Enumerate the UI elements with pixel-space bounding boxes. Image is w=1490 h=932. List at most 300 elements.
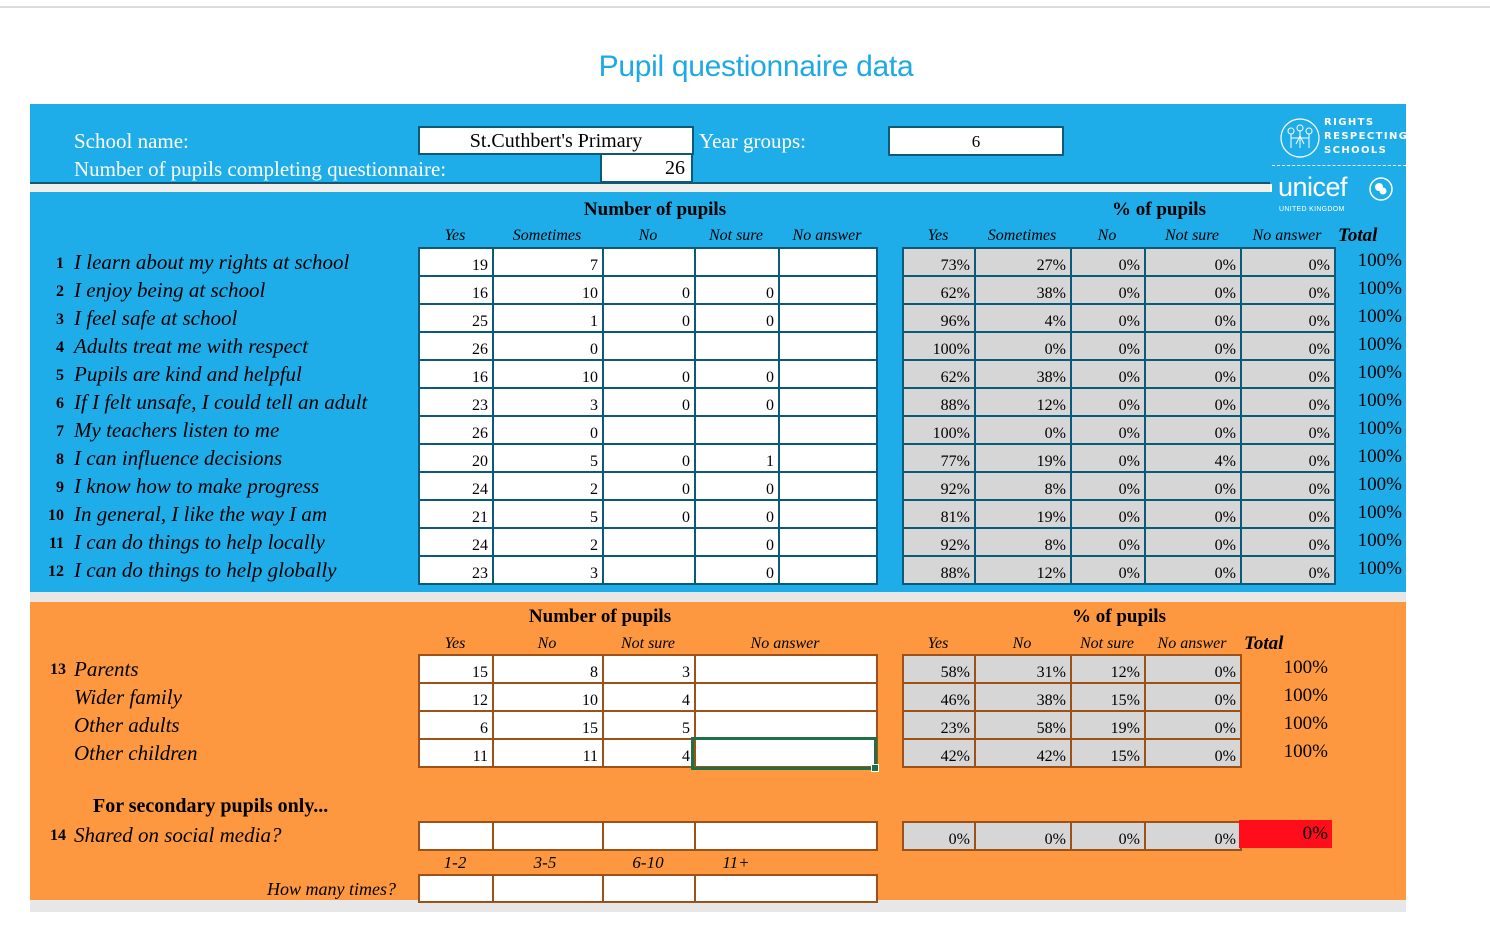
total-cell: 100% — [1283, 713, 1328, 734]
count-cell[interactable]: 0 — [695, 276, 779, 304]
question-number: 1 — [56, 255, 64, 272]
count-cell[interactable]: 20 — [419, 444, 493, 472]
percent-cell[interactable]: 0% — [1145, 655, 1241, 683]
question-text: I can do things to help globally — [74, 558, 337, 582]
count-cell[interactable] — [779, 444, 877, 472]
count-cell[interactable]: 10 — [493, 683, 603, 711]
question-text: I learn about my rights at school — [74, 250, 350, 274]
count-cell[interactable] — [779, 388, 877, 416]
s2-percent-table — [902, 654, 1242, 768]
percent-cell[interactable]: 38% — [975, 276, 1071, 304]
percent-cell[interactable]: 0% — [1145, 528, 1241, 556]
count-cell[interactable]: 10 — [493, 276, 603, 304]
count-cell[interactable] — [603, 332, 695, 360]
percent-cell[interactable]: 0% — [1071, 304, 1145, 332]
table-row — [419, 332, 877, 360]
count-cell[interactable]: 4 — [603, 739, 695, 767]
count-cell[interactable]: 11 — [419, 739, 493, 767]
percent-cell[interactable]: 19% — [975, 500, 1071, 528]
question-number: 5 — [56, 367, 64, 384]
s1-number-col-header: Yes — [444, 227, 466, 244]
s2-percent-col-header: Not sure — [1079, 635, 1135, 652]
percent-cell[interactable]: 46% — [903, 683, 975, 711]
table-row — [903, 711, 1241, 739]
total-cell: 100% — [1357, 446, 1402, 467]
count-cell[interactable] — [695, 711, 877, 739]
percent-cell[interactable]: 0% — [1145, 276, 1241, 304]
percent-cell[interactable]: 92% — [903, 528, 975, 556]
question-number: 7 — [56, 423, 64, 440]
s1-percent-table — [902, 247, 1336, 585]
count-cell[interactable]: 0 — [695, 556, 779, 584]
table-row — [419, 711, 877, 739]
percent-cell[interactable]: 0% — [1071, 276, 1145, 304]
percent-cell[interactable]: 100% — [903, 416, 975, 444]
s1-number-col-header: No answer — [792, 227, 862, 244]
count-cell[interactable]: 4 — [603, 683, 695, 711]
question-text: Adults treat me with respect — [74, 334, 309, 358]
percent-cell[interactable]: 0% — [1145, 500, 1241, 528]
percent-cell[interactable]: 88% — [903, 388, 975, 416]
count-cell[interactable]: 6 — [419, 711, 493, 739]
percent-cell[interactable]: 0% — [1241, 360, 1335, 388]
question-text: Pupils are kind and helpful — [74, 362, 302, 386]
count-cell[interactable]: 0 — [603, 500, 695, 528]
percent-cell[interactable]: 0% — [1145, 416, 1241, 444]
total-cell: 100% — [1357, 390, 1402, 411]
count-cell[interactable] — [493, 875, 603, 902]
total-cell: 100% — [1357, 306, 1402, 327]
count-cell[interactable] — [603, 416, 695, 444]
percent-cell[interactable]: 0% — [1071, 444, 1145, 472]
logo-text-respecting: RESPECTING — [1324, 131, 1409, 142]
count-cell[interactable]: 1 — [493, 304, 603, 332]
count-cell[interactable] — [779, 500, 877, 528]
table-row — [419, 276, 877, 304]
count-cell[interactable]: 0 — [695, 528, 779, 556]
percent-cell[interactable]: 81% — [903, 500, 975, 528]
percent-cell[interactable]: 0% — [1241, 304, 1335, 332]
s1-number-col-header: No — [638, 227, 658, 244]
q13-number: 13 — [50, 661, 66, 678]
percent-cell[interactable]: 0% — [1145, 332, 1241, 360]
fill-handle[interactable] — [871, 764, 879, 772]
table-row — [903, 683, 1241, 711]
table-row — [903, 472, 1335, 500]
count-cell[interactable]: 11 — [493, 739, 603, 767]
question-number: 3 — [56, 311, 64, 328]
count-cell[interactable]: 10 — [493, 360, 603, 388]
s1-number-col-header: Not sure — [708, 227, 764, 244]
count-cell[interactable] — [695, 416, 779, 444]
percent-cell[interactable]: 15% — [1071, 683, 1145, 711]
total-cell: 100% — [1283, 741, 1328, 762]
total-cell: 100% — [1357, 418, 1402, 439]
audience-label: Parents — [74, 657, 139, 681]
percent-cell[interactable]: 4% — [975, 304, 1071, 332]
percent-cell[interactable]: 100% — [903, 332, 975, 360]
count-cell[interactable] — [779, 416, 877, 444]
logo-text-rights: RIGHTS — [1324, 117, 1375, 128]
s1-percent-col-header: No answer — [1252, 227, 1322, 244]
percent-cell[interactable]: 12% — [1071, 655, 1145, 683]
count-cell[interactable]: 5 — [603, 711, 695, 739]
count-cell[interactable] — [603, 875, 695, 902]
total-cell: 100% — [1357, 558, 1402, 579]
percent-cell[interactable]: 0% — [1071, 500, 1145, 528]
percent-cell[interactable]: 0% — [1071, 416, 1145, 444]
table-row — [419, 822, 877, 850]
table-row — [903, 739, 1241, 767]
secondary-heading: For secondary pupils only... — [93, 795, 329, 817]
school-name-label: School name: — [74, 129, 189, 153]
count-cell[interactable] — [419, 822, 493, 850]
table-row — [903, 304, 1335, 332]
percent-cell[interactable]: 0% — [1241, 248, 1335, 276]
children-emblem-icon — [1278, 116, 1322, 160]
percent-cell[interactable]: 0% — [1145, 304, 1241, 332]
table-row — [419, 556, 877, 584]
s2-number-col-header: Not sure — [620, 635, 676, 652]
percent-cell[interactable]: 73% — [903, 248, 975, 276]
percent-cell[interactable]: 4% — [1145, 444, 1241, 472]
count-cell[interactable] — [695, 875, 877, 902]
table-row — [903, 416, 1335, 444]
question-number: 6 — [56, 395, 64, 412]
q14-percent-table — [902, 821, 1242, 851]
table-row — [419, 683, 877, 711]
table-row — [419, 416, 877, 444]
count-cell[interactable]: 19 — [419, 248, 493, 276]
times-col-header: 1-2 — [443, 853, 467, 872]
count-cell[interactable]: 8 — [493, 655, 603, 683]
count-cell[interactable]: 3 — [603, 655, 695, 683]
count-cell[interactable]: 12 — [419, 683, 493, 711]
count-cell[interactable] — [695, 739, 877, 767]
total-cell: 100% — [1357, 502, 1402, 523]
percent-cell[interactable]: 0% — [903, 822, 975, 850]
logo-divider — [1272, 165, 1406, 166]
count-cell[interactable] — [419, 875, 493, 902]
count-cell[interactable] — [779, 360, 877, 388]
percent-cell[interactable]: 31% — [975, 655, 1071, 683]
percent-cell[interactable]: 8% — [975, 528, 1071, 556]
s2-number-heading: Number of pupils — [528, 606, 672, 627]
count-cell[interactable]: 23 — [419, 388, 493, 416]
count-cell[interactable]: 21 — [419, 500, 493, 528]
percent-cell[interactable]: 0% — [1241, 388, 1335, 416]
count-cell[interactable]: 16 — [419, 276, 493, 304]
school-name-field[interactable]: St.Cuthbert's Primary — [418, 126, 694, 155]
page-title: Pupil questionnaire data — [598, 50, 914, 83]
table-row — [903, 655, 1241, 683]
s2-percent-col-header: No answer — [1157, 635, 1227, 652]
percent-cell[interactable]: 0% — [975, 822, 1071, 850]
total-cell: 100% — [1357, 250, 1402, 271]
table-row — [419, 739, 877, 767]
percent-cell[interactable]: 0% — [1145, 248, 1241, 276]
question-number: 11 — [48, 535, 64, 552]
percent-cell[interactable]: 0% — [1071, 332, 1145, 360]
count-cell[interactable]: 0 — [603, 472, 695, 500]
s2-percent-col-header: Yes — [927, 635, 949, 652]
table-row — [903, 248, 1335, 276]
count-cell[interactable]: 23 — [419, 556, 493, 584]
s1-number-heading: Number of pupils — [583, 199, 727, 220]
percent-cell[interactable]: 0% — [1145, 683, 1241, 711]
count-cell[interactable] — [695, 683, 877, 711]
table-row — [903, 444, 1335, 472]
total-cell: 100% — [1283, 685, 1328, 706]
s1-percent-col-header: Sometimes — [987, 227, 1057, 244]
percent-cell[interactable]: 58% — [903, 655, 975, 683]
count-cell[interactable] — [603, 822, 695, 850]
total-cell: 100% — [1357, 278, 1402, 299]
question-text: In general, I like the way I am — [74, 502, 328, 526]
times-number-table — [418, 874, 878, 903]
count-cell[interactable]: 0 — [603, 360, 695, 388]
percent-cell[interactable]: 0% — [1071, 388, 1145, 416]
table-row — [419, 500, 877, 528]
count-cell[interactable] — [779, 304, 877, 332]
s2-number-table — [418, 654, 878, 768]
table-row — [419, 875, 877, 902]
count-cell[interactable]: 5 — [493, 444, 603, 472]
count-cell[interactable] — [695, 332, 779, 360]
count-cell[interactable]: 0 — [695, 500, 779, 528]
count-cell[interactable]: 2 — [493, 528, 603, 556]
question-number: 4 — [56, 339, 64, 356]
s1-total-header: Total — [1338, 225, 1378, 246]
s1-percent-heading: % of pupils — [1112, 199, 1206, 220]
count-cell[interactable]: 15 — [493, 711, 603, 739]
count-cell[interactable]: 7 — [493, 248, 603, 276]
count-cell[interactable] — [779, 528, 877, 556]
table-row — [903, 388, 1335, 416]
count-cell[interactable]: 0 — [603, 388, 695, 416]
percent-cell[interactable]: 15% — [1071, 739, 1145, 767]
count-cell[interactable]: 24 — [419, 528, 493, 556]
total-cell: 100% — [1357, 334, 1402, 355]
logo-text-schools: SCHOOLS — [1324, 145, 1388, 156]
question-text: I know how to make progress — [74, 474, 320, 498]
year-groups-label: Year groups: — [699, 129, 806, 153]
s2-number-col-header: No — [537, 635, 557, 652]
s2-number-col-header: Yes — [444, 635, 466, 652]
table-row — [419, 528, 877, 556]
count-cell[interactable]: 5 — [493, 500, 603, 528]
logo-country: UNITED KINGDOM — [1279, 206, 1345, 213]
percent-cell[interactable]: 23% — [903, 711, 975, 739]
total-cell: 100% — [1357, 530, 1402, 551]
count-cell[interactable]: 0 — [695, 304, 779, 332]
s1-percent-col-header: Not sure — [1164, 227, 1220, 244]
num-pupils-label: Number of pupils completing questionnaire: — [74, 157, 447, 181]
total-cell: 100% — [1357, 474, 1402, 495]
percent-cell[interactable]: 0% — [1241, 556, 1335, 584]
percent-cell[interactable]: 38% — [975, 683, 1071, 711]
percent-cell[interactable]: 0% — [1071, 822, 1145, 850]
count-cell[interactable] — [779, 472, 877, 500]
count-cell[interactable]: 3 — [493, 556, 603, 584]
total-cell: 100% — [1283, 657, 1328, 678]
percent-cell[interactable]: 0% — [1071, 528, 1145, 556]
table-row — [419, 472, 877, 500]
count-cell[interactable] — [493, 822, 603, 850]
question-text: I feel safe at school — [74, 306, 238, 330]
table-row — [419, 388, 877, 416]
percent-cell[interactable]: 0% — [1071, 248, 1145, 276]
table-row — [903, 360, 1335, 388]
percent-cell[interactable]: 0% — [1071, 360, 1145, 388]
total-cell: 100% — [1357, 362, 1402, 383]
percent-cell[interactable]: 19% — [975, 444, 1071, 472]
count-cell[interactable]: 16 — [419, 360, 493, 388]
audience-label: Other children — [74, 741, 198, 765]
count-cell[interactable]: 3 — [493, 388, 603, 416]
year-groups-field[interactable]: 6 — [888, 126, 1064, 156]
percent-cell[interactable]: 0% — [975, 332, 1071, 360]
count-cell[interactable]: 2 — [493, 472, 603, 500]
s2-percent-heading: % of pupils — [1072, 606, 1166, 627]
times-col-header: 6-10 — [632, 853, 664, 872]
count-cell[interactable]: 0 — [695, 360, 779, 388]
percent-cell[interactable]: 12% — [975, 556, 1071, 584]
question-text: I enjoy being at school — [74, 278, 266, 302]
percent-cell[interactable]: 0% — [1241, 444, 1335, 472]
count-cell[interactable]: 0 — [695, 388, 779, 416]
question-number: 8 — [56, 451, 64, 468]
count-cell[interactable] — [779, 332, 877, 360]
table-row — [903, 276, 1335, 304]
percent-cell[interactable]: 0% — [1241, 528, 1335, 556]
table-row — [903, 528, 1335, 556]
percent-cell[interactable]: 92% — [903, 472, 975, 500]
s2-percent-col-header: No — [1012, 635, 1032, 652]
percent-cell[interactable]: 0% — [1241, 332, 1335, 360]
question-number: 12 — [48, 563, 64, 580]
percent-cell[interactable]: 0% — [1071, 556, 1145, 584]
table-row — [419, 444, 877, 472]
question-text: I can do things to help locally — [74, 530, 325, 554]
question-number: 2 — [56, 283, 64, 300]
count-cell[interactable] — [603, 556, 695, 584]
percent-cell[interactable]: 0% — [1241, 472, 1335, 500]
question-text: I can influence decisions — [74, 446, 283, 470]
table-row — [903, 822, 1241, 850]
table-row — [419, 304, 877, 332]
table-row — [903, 556, 1335, 584]
percent-cell[interactable]: 0% — [1241, 276, 1335, 304]
count-cell[interactable] — [695, 822, 877, 850]
s1-percent-col-header: Yes — [927, 227, 949, 244]
percent-cell[interactable]: 62% — [903, 360, 975, 388]
percent-cell[interactable]: 0% — [1145, 556, 1241, 584]
q14-number: 14 — [50, 827, 66, 844]
count-cell[interactable] — [779, 556, 877, 584]
percent-cell[interactable]: 96% — [903, 304, 975, 332]
s1-number-table — [418, 247, 878, 585]
count-cell[interactable] — [603, 528, 695, 556]
count-cell[interactable]: 0 — [603, 276, 695, 304]
count-cell[interactable]: 0 — [493, 416, 603, 444]
percent-cell[interactable]: 62% — [903, 276, 975, 304]
percent-cell[interactable]: 0% — [975, 416, 1071, 444]
percent-cell[interactable]: 0% — [1241, 500, 1335, 528]
percent-cell[interactable]: 27% — [975, 248, 1071, 276]
percent-cell[interactable]: 0% — [1071, 472, 1145, 500]
s2-total-header: Total — [1244, 633, 1284, 654]
percent-cell[interactable]: 42% — [975, 739, 1071, 767]
q14-label: Shared on social media? — [74, 823, 282, 847]
percent-cell[interactable]: 88% — [903, 556, 975, 584]
q14-number-table — [418, 821, 878, 851]
count-cell[interactable]: 26 — [419, 332, 493, 360]
count-cell[interactable]: 1 — [695, 444, 779, 472]
count-cell[interactable]: 15 — [419, 655, 493, 683]
num-pupils-field[interactable]: 26 — [600, 155, 693, 183]
count-cell[interactable] — [779, 276, 877, 304]
audience-label: Other adults — [74, 713, 180, 737]
percent-cell[interactable]: 0% — [1145, 360, 1241, 388]
table-row — [419, 248, 877, 276]
count-cell[interactable] — [695, 655, 877, 683]
count-cell[interactable]: 24 — [419, 472, 493, 500]
percent-cell[interactable]: 58% — [975, 711, 1071, 739]
times-label: How many times? — [267, 879, 396, 899]
table-row — [419, 655, 877, 683]
question-number: 9 — [56, 479, 64, 496]
percent-cell[interactable]: 0% — [1145, 711, 1241, 739]
percent-cell[interactable]: 42% — [903, 739, 975, 767]
s1-percent-col-header: No — [1097, 227, 1117, 244]
question-number: 10 — [48, 507, 64, 524]
header-gap — [30, 184, 1270, 192]
percent-cell[interactable]: 0% — [1241, 416, 1335, 444]
percent-cell[interactable]: 38% — [975, 360, 1071, 388]
table-row — [419, 360, 877, 388]
question-text: If I felt unsafe, I could tell an adult — [74, 390, 368, 414]
q14-total-alert: 0% — [1239, 820, 1332, 848]
audience-label: Wider family — [74, 685, 182, 709]
count-cell[interactable]: 0 — [695, 472, 779, 500]
count-cell[interactable]: 0 — [603, 304, 695, 332]
section-gap — [30, 592, 1406, 602]
percent-cell[interactable]: 77% — [903, 444, 975, 472]
count-cell[interactable]: 25 — [419, 304, 493, 332]
count-cell[interactable] — [603, 248, 695, 276]
times-col-header: 3-5 — [533, 853, 557, 872]
percent-cell[interactable]: 0% — [1145, 822, 1241, 850]
table-row — [903, 500, 1335, 528]
s2-number-col-header: No answer — [750, 635, 820, 652]
percent-cell[interactable]: 0% — [1145, 388, 1241, 416]
percent-cell[interactable]: 8% — [975, 472, 1071, 500]
count-cell[interactable]: 0 — [493, 332, 603, 360]
times-col-header: 11+ — [722, 853, 750, 872]
percent-cell[interactable]: 0% — [1145, 739, 1241, 767]
percent-cell[interactable]: 19% — [1071, 711, 1145, 739]
count-cell[interactable] — [695, 248, 779, 276]
count-cell[interactable] — [779, 248, 877, 276]
count-cell[interactable]: 0 — [603, 444, 695, 472]
unicef-wordmark: unicef — [1278, 172, 1348, 202]
percent-cell[interactable]: 0% — [1145, 472, 1241, 500]
percent-cell[interactable]: 12% — [975, 388, 1071, 416]
question-text: My teachers listen to me — [74, 418, 280, 442]
table-row — [903, 332, 1335, 360]
count-cell[interactable]: 26 — [419, 416, 493, 444]
